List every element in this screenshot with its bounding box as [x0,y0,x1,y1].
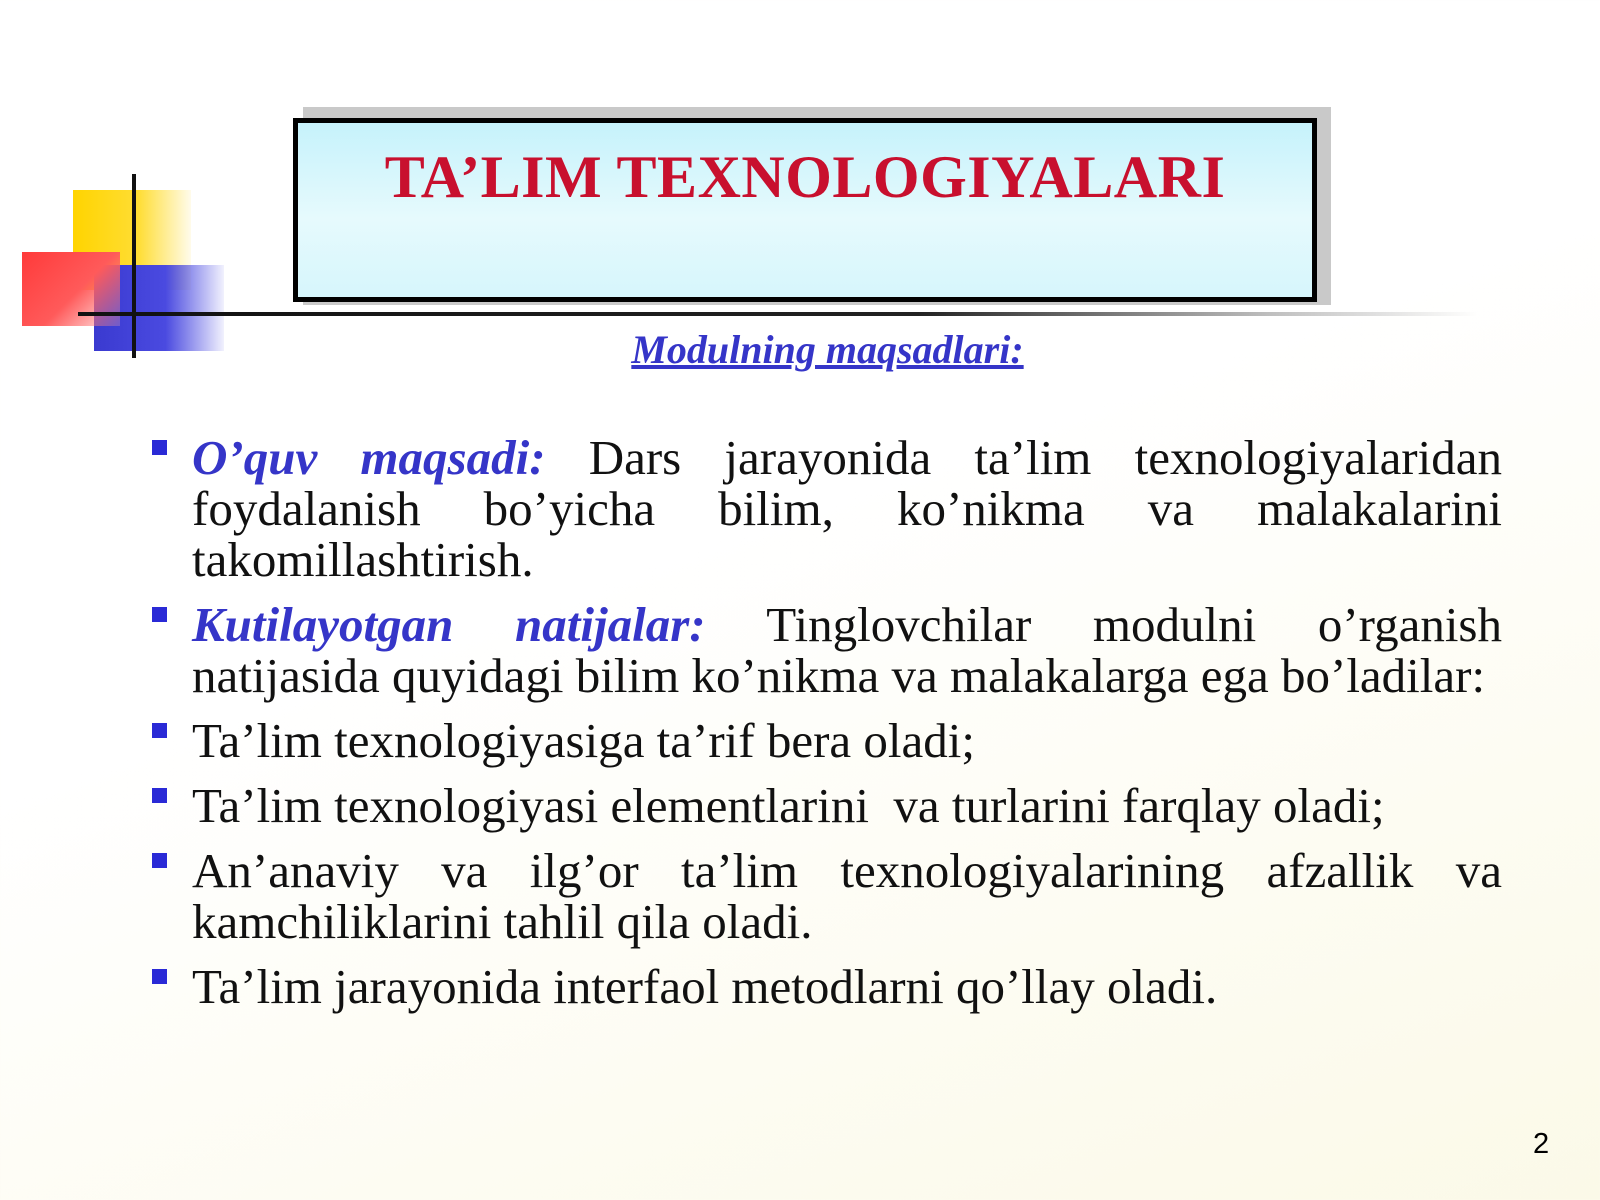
list-item-text: Ta’lim texnologiyasiga ta’rif bera oladi; [192,713,976,768]
slide-title: TA’LIM TEXNOLOGIYALARI [384,144,1226,210]
slide-subtitle: Modulning maqsadlari: [631,327,1024,372]
square-bullet-icon [152,969,167,984]
list-item [150,599,1502,701]
list-item [150,961,1502,1012]
square-bullet-icon [152,723,167,738]
bullet-list [150,432,1502,1012]
list-item-text: An’anaviy va ilg’or ta’lim texnologiyalarining afzallik va kamchiliklarini tahlil qila oladi. [192,843,1502,949]
list-item [150,780,1502,831]
list-item [150,715,1502,766]
list-item [150,432,1502,585]
list-item-text: Tinglovchilar modulni o’rganish natijasida quyidagi bilim ko’nikma va malakalarga ega bo’ladilar: [192,597,1503,703]
square-bullet-icon [152,788,167,803]
title-box [293,118,1317,302]
list-item [150,845,1502,947]
list-item-text: Ta’lim texnologiyasi elementlarini va turlarini farqlay oladi; [192,778,1385,833]
square-bullet-icon [152,440,167,455]
list-item-term: Kutilayotgan natijalar: [192,597,706,652]
deco-horizontal-line [78,312,1478,316]
slide-content [150,432,1502,1026]
page-number: 2 [1533,1128,1550,1160]
list-item-text: Dars jarayonida ta’lim texnologiyalaridan foydalanish bo’yicha bilim, ko’nikma va malakalarini takomillashtirish. [192,430,1502,587]
list-item-text: Ta’lim jarayonida interfaol metodlarni qo’llay oladi. [192,959,1218,1014]
square-bullet-icon [152,607,167,622]
square-bullet-icon [152,853,167,868]
list-item-term: O’quv maqsadi: [192,430,546,485]
